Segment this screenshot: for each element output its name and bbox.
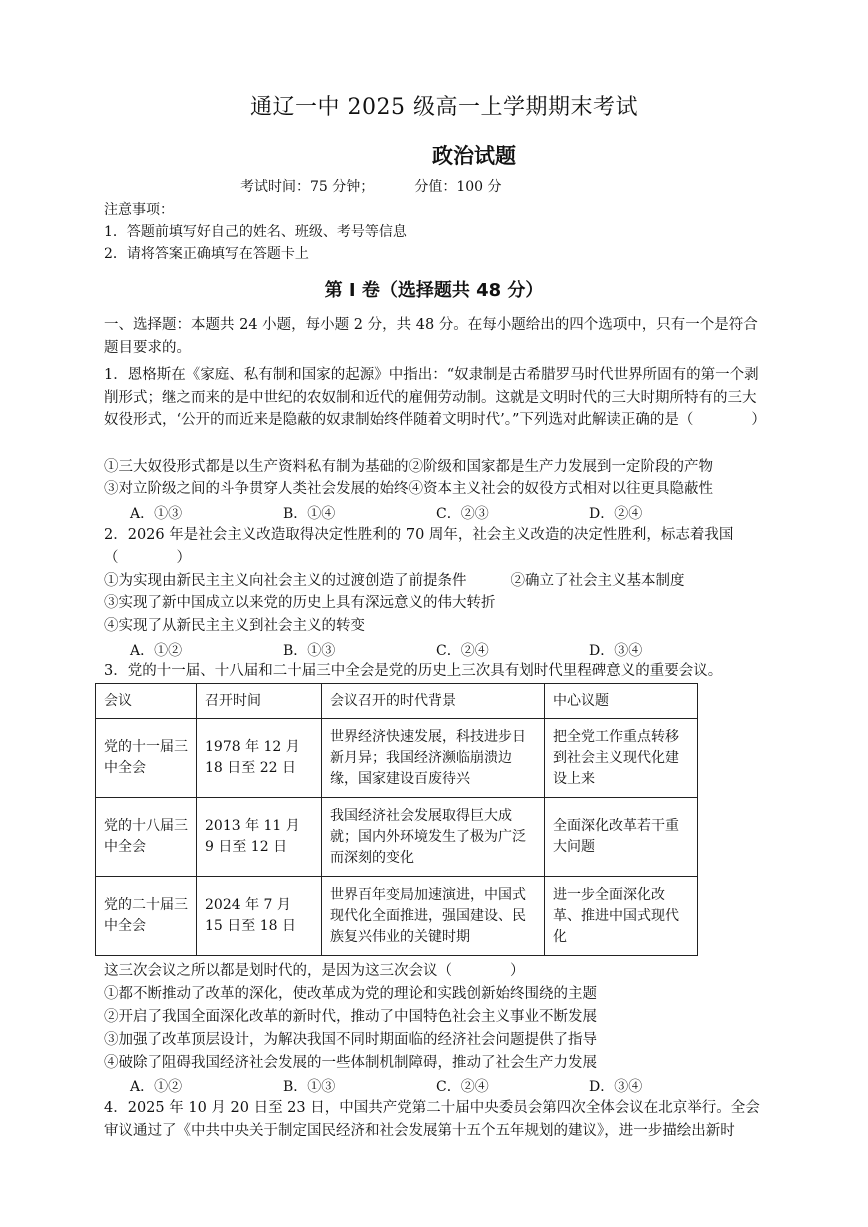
th-background: 会议召开的时代背景 [322, 684, 545, 719]
q1-option-d[interactable]: D．②④ [589, 506, 643, 522]
table-row [96, 877, 698, 956]
q3-option-c[interactable]: C．②④ [436, 1079, 489, 1095]
q1-statement-1: ①三大奴役形式都是以生产资料私有制为基础的②阶级和国家都是生产力发展到一定阶段的产物 [104, 459, 713, 475]
table-row [96, 719, 698, 798]
notes-heading: 注意事项： [104, 202, 174, 218]
q1-statement-2: ③对立阶级之间的斗争贯穿人类社会发展的始终④资本主义社会的奴役方式相对以往更具隐蔽性 [104, 481, 713, 497]
q3-statement-1: ①都不断推动了改革的深化，使改革成为党的理论和实践创新始终围绕的主题 [104, 986, 597, 1002]
q2-s1: ①为实现由新民主主义向社会主义的过渡创造了前提条件 [104, 573, 467, 589]
q3-question: 这三次会议之所以都是划时代的，是因为这三次会议（ ） [104, 963, 525, 979]
q2-option-a[interactable]: A．①② [130, 643, 183, 659]
exam-score: 分值：100 分 [414, 179, 502, 195]
cell-time: 1978 年 12 月 18 日至 22 日 [197, 719, 322, 798]
q2-option-b[interactable]: B．①③ [283, 643, 336, 659]
table-header-row [96, 684, 698, 719]
exam-subject: 政治试题 [432, 144, 516, 168]
q1-option-b[interactable]: B．①④ [283, 506, 336, 522]
section-title: 第 I 卷（选择题共 48 分） [324, 280, 544, 301]
cell-background: 我国经济社会发展取得巨大成就；国内外环境发生了极为广泛而深刻的变化 [322, 798, 545, 877]
cell-topic: 进一步全面深化改革、推进中国式现代化 [545, 877, 698, 956]
exam-time: 考试时间：75 分钟； [240, 179, 375, 195]
th-time: 召开时间 [197, 684, 322, 719]
q3-statement-4: ④破除了阻碍我国经济社会发展的一些体制机制障碍，推动了社会生产力发展 [104, 1055, 597, 1071]
q4-stem: 4．2025 年 10 月 20 日至 23 日，中国共产党第二十届中央委员会第四次全体会议在北京举行。全会审议通过了《中共中央关于制定国民经济和社会发展第十五个五年规划的建议》，进一步描绘出新时 [104, 1100, 760, 1139]
exam-title: 通辽一中 2025 级高一上学期期末考试 [250, 95, 638, 120]
cell-meeting: 党的十八届三中全会 [96, 798, 197, 877]
th-meeting: 会议 [96, 684, 197, 719]
cell-topic: 全面深化改革若干重大问题 [545, 798, 698, 877]
cell-background: 世界百年变局加速演进，中国式现代化全面推进，强国建设、民族复兴伟业的关键时期 [322, 877, 545, 956]
q1-options [130, 503, 750, 523]
table-row [96, 798, 698, 877]
q1-option-a[interactable]: A．①③ [130, 506, 183, 522]
cell-topic: 把全党工作重点转移到社会主义现代化建设上来 [545, 719, 698, 798]
cell-meeting: 党的二十届三中全会 [96, 877, 197, 956]
q3-stem: 3．党的十一届、十八届和二十届三中全会是党的历史上三次具有划时代里程碑意义的重要会议。 [104, 663, 723, 679]
q2-statement-1 [104, 570, 768, 593]
cell-time: 2013 年 11 月 9 日至 12 日 [197, 798, 322, 877]
cell-meeting: 党的十一届三中全会 [96, 719, 197, 798]
q3-option-a[interactable]: A．①② [130, 1079, 183, 1095]
q1-option-c[interactable]: C．②③ [436, 506, 489, 522]
q2-options [130, 640, 750, 660]
q2-stem: 2．2026 年是社会主义改造取得决定性胜利的 70 周年，社会主义改造的决定性胜利，标志着我国（ ） [104, 527, 734, 566]
q2-option-d[interactable]: D．③④ [589, 643, 643, 659]
cell-time: 2024 年 7 月 15 日至 18 日 [197, 877, 322, 956]
q2-statement-4: ④实现了从新民主主义到社会主义的转变 [104, 618, 365, 634]
note-item-1: 1．答题前填写好自己的姓名、班级、考号等信息 [104, 224, 407, 240]
th-topic: 中心议题 [545, 684, 698, 719]
cell-background: 世界经济快速发展，科技进步日新月异；我国经济濒临崩溃边缘，国家建设百废待兴 [322, 719, 545, 798]
q3-statement-2: ②开启了我国全面深化改革的新时代，推动了中国特色社会主义事业不断发展 [104, 1009, 597, 1025]
q1-stem: 1．恩格斯在《家庭、私有制和国家的起源》中指出：“奴隶制是古希腊罗马时代世界所固有的第一个剥削形式；继之而来的是中世纪的农奴制和近代的雇佣劳动制。这就是文明时代的三大时期所特有的三大奴役形式，‘公开的而近来是隐蔽的奴隶制始终伴随着文明时代’。”下列选对此解读正确的是（ ） [104, 367, 766, 428]
note-item-2: 2．请将答案正确填写在答题卡上 [104, 246, 309, 262]
exam-meta [240, 176, 502, 196]
q3-table [95, 683, 698, 956]
q2-statement-3: ③实现了新中国成立以来党的历史上具有深远意义的伟大转折 [104, 595, 496, 611]
q3-statement-3: ③加强了改革顶层设计，为解决我国不同时期面临的经济社会问题提供了指导 [104, 1032, 597, 1048]
q3-options [130, 1076, 750, 1096]
section-intro: 一、选择题：本题共 24 小题，每小题 2 分，共 48 分。在每小题给出的四个选项中，只有一个是符合题目要求的。 [104, 317, 758, 356]
q2-s2: ②确立了社会主义基本制度 [510, 573, 685, 589]
q2-option-c[interactable]: C．②④ [436, 643, 489, 659]
q3-option-b[interactable]: B．①③ [283, 1079, 336, 1095]
q3-option-d[interactable]: D．③④ [589, 1079, 643, 1095]
